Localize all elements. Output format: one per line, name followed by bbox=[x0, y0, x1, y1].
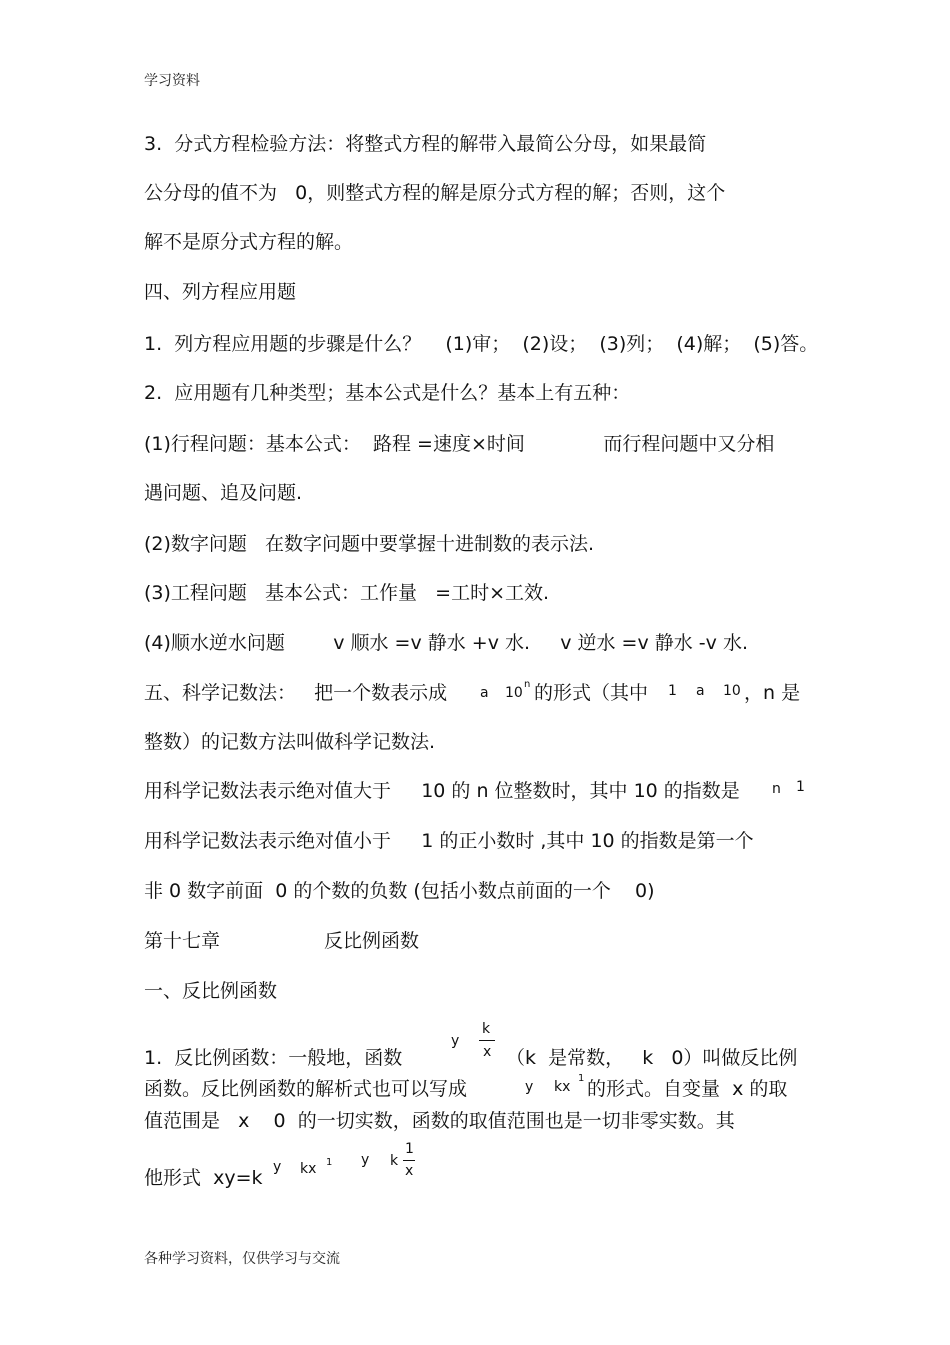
text-line: (3)工程问题 基本公式：工作量 =工时×工效. bbox=[144, 582, 550, 604]
math-y: y bbox=[361, 1152, 370, 1168]
text-line: 的形式。自变量 x 的取 bbox=[587, 1078, 788, 1100]
text-line: 值范围是 x 0 的一切实数，函数的取值范围也是一切非零实数。其 bbox=[144, 1110, 735, 1132]
text-line: 他形式 xy=k bbox=[144, 1167, 263, 1189]
text-line: 2. 应用题有几种类型；基本公式是什么？基本上有五种： bbox=[144, 382, 631, 404]
math-y: y bbox=[525, 1079, 534, 1095]
math-exponent: 1 bbox=[326, 1157, 333, 1168]
text-line: 非 0 数字前面 0 的个数的负数 (包括小数点前面的一个 0) bbox=[144, 880, 655, 902]
text-line: (2)数字问题 在数字问题中要掌握十进制数的表示法. bbox=[144, 533, 595, 555]
page-header: 学习资料 bbox=[144, 73, 200, 89]
math-ten: 10 bbox=[505, 685, 523, 701]
math-numerator-one: 1 bbox=[405, 1141, 414, 1157]
section-heading: 五、科学记数法： 把一个数表示成 bbox=[144, 682, 448, 704]
math-kx: kx bbox=[554, 1079, 571, 1095]
math-denominator-x: x bbox=[483, 1044, 492, 1060]
text-line: ，n 是 bbox=[744, 682, 801, 704]
math-y: y bbox=[451, 1033, 460, 1049]
math-numerator-k: k bbox=[482, 1021, 491, 1037]
math-kx: kx bbox=[300, 1161, 317, 1177]
section-heading: 一、反比例函数 bbox=[144, 980, 278, 1002]
text-line: 用科学记数法表示绝对值大于 10 的 n 位整数时，其中 10 的指数是 bbox=[144, 780, 740, 802]
math-one: 1 bbox=[796, 779, 805, 795]
text-line: 3. 分式方程检验方法：将整式方程的解带入最简公分母，如果最简 bbox=[144, 133, 707, 155]
math-denominator-x: x bbox=[405, 1163, 414, 1179]
text-line: 公分母的值不为 0，则整式方程的解是原分式方程的解；否则，这个 bbox=[144, 182, 726, 204]
math-y: y bbox=[273, 1159, 282, 1175]
chapter-name: 反比例函数 bbox=[324, 930, 420, 952]
text-line: 用科学记数法表示绝对值小于 1 的正小数时 ,其中 10 的指数是第一个 bbox=[144, 830, 754, 852]
fraction-bar bbox=[403, 1160, 415, 1161]
math-a: a bbox=[696, 683, 705, 699]
fraction-bar bbox=[479, 1040, 495, 1041]
text-line: (1)行程问题：基本公式： 路程 =速度×时间 而行程问题中又分相 bbox=[144, 433, 775, 455]
text-line: 1. 反比例函数：一般地，函数 bbox=[144, 1047, 403, 1069]
text-line: 解不是原分式方程的解。 bbox=[144, 231, 354, 253]
text-line: 的形式（其中 bbox=[534, 682, 649, 704]
math-k: k bbox=[390, 1153, 399, 1169]
math-exponent: 1 bbox=[578, 1073, 585, 1084]
chapter-title: 第十七章 bbox=[144, 930, 221, 952]
math-a: a bbox=[480, 685, 489, 701]
text-line: 整数）的记数方法叫做科学记数法. bbox=[144, 731, 436, 753]
section-heading: 四、列方程应用题 bbox=[144, 281, 297, 303]
page-footer: 各种学习资料，仅供学习与交流 bbox=[144, 1251, 340, 1267]
text-line: 函数。反比例函数的解析式也可以写成 bbox=[144, 1078, 468, 1100]
text-line: （k 是常数， k 0）叫做反比例 bbox=[506, 1047, 798, 1069]
text-line: 遇问题、追及问题. bbox=[144, 482, 303, 504]
text-line: 1. 列方程应用题的步骤是什么？ (1)审； (2)设； (3)列； (4)解； (5)答。 bbox=[144, 333, 819, 355]
text-line: (4)顺水逆水问题 v 顺水 =v 静水 +v 水. v 逆水 =v 静水 -v 水. bbox=[144, 632, 748, 654]
math-one: 1 bbox=[668, 683, 677, 699]
math-n: n bbox=[772, 781, 781, 797]
math-ten: 10 bbox=[723, 683, 741, 699]
math-exponent-n: n bbox=[524, 679, 531, 690]
